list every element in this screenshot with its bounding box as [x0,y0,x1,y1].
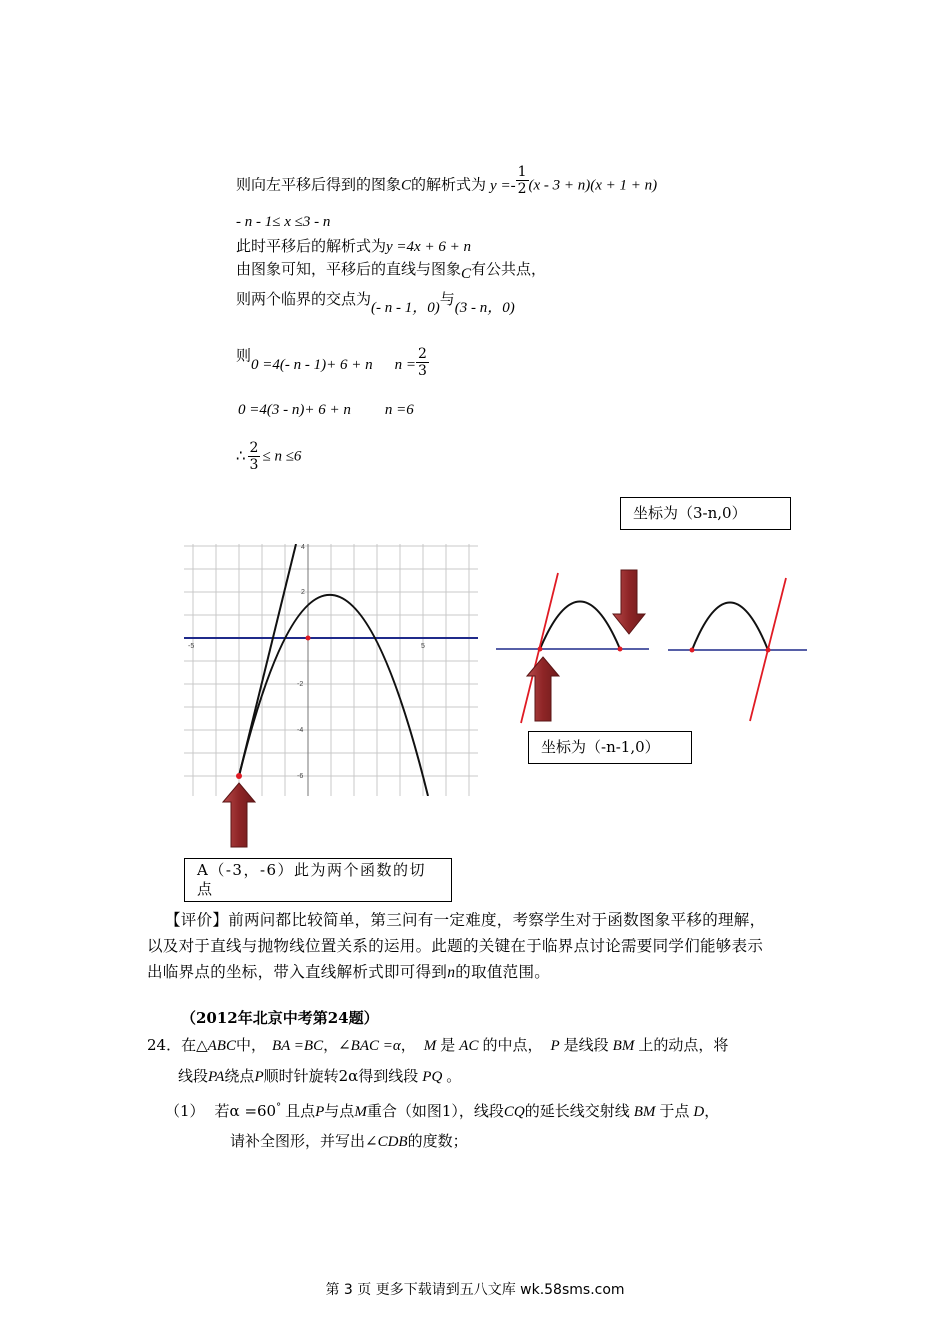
solution-line-8 [236,440,301,473]
p3-f: 于点 [659,1102,690,1120]
graph-grid [184,544,478,796]
solution-line-5 [236,289,515,316]
line7-eq: 0 =4(3 - n)+ 6 + n [238,402,351,418]
p2-d: 。 [446,1067,462,1085]
solution-line-2: - n - 1≤ x ≤3 - n [236,214,331,230]
p1-P: P [550,1038,560,1054]
p4-b: 的度数； [407,1132,468,1150]
p2-b: 绕点 [224,1067,255,1085]
p4-CDB: CDB [377,1134,408,1150]
p1-eq2: BAC =α [350,1038,401,1054]
p3-CQ: CQ [503,1104,525,1120]
tick-y-neg4: -4 [297,727,304,734]
line1-C: C [401,177,412,194]
line8-fraction [248,440,261,473]
line6-fraction [416,346,429,379]
line6-frac-den: 3 [418,363,427,379]
tick-x5: 5 [421,643,425,650]
annotation-box-left-text: 坐标为（-n-1,0） [541,738,660,756]
line8-rest: ≤ n ≤6 [262,448,302,465]
p2-P: P [254,1069,264,1085]
annotation-box-tangent-text: A（-3，-6）此为两个函数的切点 [197,861,427,898]
line6-result: n = [394,356,416,373]
tick-y-neg6: -6 [297,773,304,780]
p1-M: M [423,1038,437,1054]
line5-mid: 与 [439,290,455,308]
line1-eq-left: y =- [490,177,516,194]
line5-text: 则两个临界的交点为 [236,290,372,308]
review-line3-n: n [447,964,456,981]
line1-mid: 的解析式为 [411,175,487,194]
p2-PQ: PQ [422,1069,443,1085]
p4-a: 请补全图形，并写出∠ [230,1132,378,1150]
problem-line-2 [178,1066,461,1087]
problem-number: 24． [147,1036,182,1054]
small-parabola-right [692,603,768,651]
solution-line-7 [238,399,414,420]
p3-a: 若α =60 [214,1102,277,1120]
review-line3-a: 出临界点的坐标，带入直线解析式即可得到 [147,963,448,981]
arrow-up-icon [222,782,256,848]
line1-frac-num: 1 [517,164,527,180]
p3-g: ， [704,1102,720,1120]
tick-x-neg5: -5 [188,643,195,650]
review-line-1: 【评价】前两问都比较简单，第三问有一定难度，考察学生对于函数图象平移的理解， [165,911,766,929]
annotation-box-right-text: 坐标为（3-n,0） [633,504,747,522]
line6-frac-num: 2 [418,346,427,362]
line1-fraction [516,164,529,197]
p3-d: 重合（如图1），线段 [366,1102,504,1120]
arrow-up-icon-2 [526,656,560,722]
p2-a: 线段 [178,1067,209,1085]
function-graph [184,544,478,796]
p1-a: 在△ [181,1036,208,1054]
p1-eq1: BA =BC [272,1038,324,1054]
subquestion-number: （1） [165,1102,205,1120]
solution-line-4 [236,259,546,280]
problem-line-3 [165,1098,719,1122]
line6-eq: 0 =4(- n - 1)+ 6 + n [251,356,373,373]
tick-y4: 4 [301,544,305,551]
p3-P: P [315,1104,325,1120]
problem-line-1 [147,1035,728,1056]
line4-text: 由图象可知，平移后的直线与图象 [236,260,462,278]
line3-eq: y =4x + 6 + n [386,239,471,255]
p1-c: ，∠ [323,1036,351,1054]
line6-text: 则 [236,346,252,365]
tick-y2: 2 [301,589,305,596]
annotation-box-right [620,497,791,530]
therefore-symbol: ∴ [236,446,246,465]
line1-frac-den: 2 [517,181,527,197]
annotation-box-tangent [184,858,452,902]
p2-PA: PA [208,1069,225,1085]
line1-eq-right: (x - 3 + n)(x + 1 + n) [528,177,658,194]
line1-text: 则向左平移后得到的图象 [236,175,402,194]
solution-line-1 [236,164,658,197]
line8-frac-den: 3 [249,457,259,473]
problem-source: （2012年北京中考第24题） [181,1009,379,1027]
right-graph-left-root [690,648,695,653]
line5-point2: (3 - n，0) [454,300,515,316]
p3-degree: ° [276,1102,282,1113]
p1-BM: BM [612,1038,635,1054]
line8-frac-num: 2 [249,440,259,456]
line4-end: 有公共点， [471,260,547,278]
p1-g: 是线段 [563,1036,609,1054]
critical-graph-right [666,575,810,725]
review-line3-b: 的取值范围。 [455,963,551,981]
small-parabola-left [540,602,620,650]
p3-b: 且点 [285,1102,316,1120]
line5-point1: (- n - 1，0) [371,300,440,316]
p1-AC: AC [459,1038,479,1054]
line3-text: 此时平移后的解析式为 [236,237,387,255]
tangent-point-A [236,773,242,779]
solution-line-6 [236,340,429,379]
problem-line-4 [230,1131,468,1152]
p1-h: 上的动点，将 [638,1036,729,1054]
review-line-2: 以及对于直线与抛物线位置关系的运用。此题的关键在于临界点讨论需要同学们能够表示 [147,937,764,955]
right-critical-point [766,648,771,653]
left-critical-point [538,647,543,652]
left-graph-right-root [618,647,623,652]
p3-M: M [354,1104,367,1120]
tick-y-neg2: -2 [297,681,304,688]
line4-C: C [461,266,472,282]
p1-f: 的中点， [482,1036,543,1054]
p1-b: 中， [235,1036,266,1054]
p2-c: 顺时针旋转2α得到线段 [263,1067,419,1085]
p3-BM: BM [633,1104,656,1120]
p1-abc: ABC [207,1038,236,1054]
solution-line-3 [236,236,471,257]
annotation-box-left [528,731,692,764]
p3-D: D [693,1104,705,1120]
graph-origin-point [306,636,311,641]
p3-e: 的延长线交射线 [524,1102,630,1120]
review-line-3 [147,962,550,983]
arrow-down-icon [612,569,646,635]
p1-d: ， [400,1036,416,1054]
p1-e: 是 [440,1036,456,1054]
p3-c: 与点 [324,1102,355,1120]
line7-result: n =6 [384,402,414,418]
page-footer: 第 3 页 更多下载请到五八文库 wk.58sms.com [325,1282,625,1298]
